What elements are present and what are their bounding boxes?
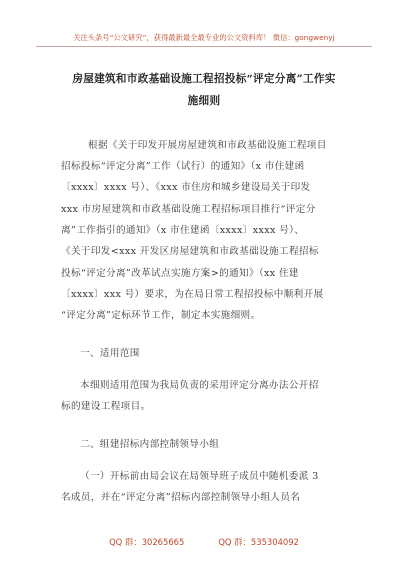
footer-contact (0, 536, 408, 548)
document-title-line-1: 房屋建筑和市政基础设施工程招投标“评定分离”工作实 (72, 73, 336, 85)
body-line: 名成员，并在“评定分离”招标内部控制领导小组人员名 (61, 492, 301, 503)
body-line: 〔xxxx〕xxx 号）要求，为在局日常工程招投标中顺利开展 (61, 289, 324, 300)
footer-qq-group-1: QQ 群：30265665 (109, 537, 185, 547)
body-line: 本细则适用范围为我局负责的采用评定分离办法公开招 (80, 380, 319, 391)
body-line: 〔xxxx〕xxxx 号）、《xxx 市住房和城乡建设局关于印发 (61, 182, 311, 193)
body-line: 标的建设工程项目。 (61, 401, 151, 412)
body-line: 投标“评定分离”改革试点实施方案>的通知》（xx 住建 (61, 268, 299, 279)
document-title-line-2: 施细则 (187, 95, 221, 107)
section-heading: 二、组建招标内部控制领导小组 (80, 439, 220, 450)
body-line: 招标投标“评定分离”工作（试行）的通知》（x 市住建函 (61, 161, 305, 172)
footer-qq-group-2: QQ 群：535304092 (218, 537, 299, 547)
body-line: 《关于印发<xxx 开发区房屋建筑和市政基础设施工程招标 (61, 246, 319, 257)
header-banner: 关注头条号“公文研究”，获得最新最全最专业的公文资料库！ 微信：gongwenyj (73, 33, 335, 42)
body-line: xxx 市房屋建筑和市政基础设施工程招标项目推行“评定分 (61, 204, 316, 215)
section-heading: 一、适用范围 (80, 348, 140, 359)
body-line: 根据《关于印发开展房屋建筑和市政基础设施工程项目 (88, 140, 327, 151)
body-line: （一）开标前由局会议在局领导班子成员中随机委派 3 (80, 471, 319, 482)
header-divider (36, 46, 372, 47)
body-line: 离”工作指引的通知》（x 市住建函〔xxxx〕xxxx 号）、 (61, 225, 305, 236)
body-line: “评定分离”定标环节工作，制定本实施细则。 (61, 310, 261, 321)
